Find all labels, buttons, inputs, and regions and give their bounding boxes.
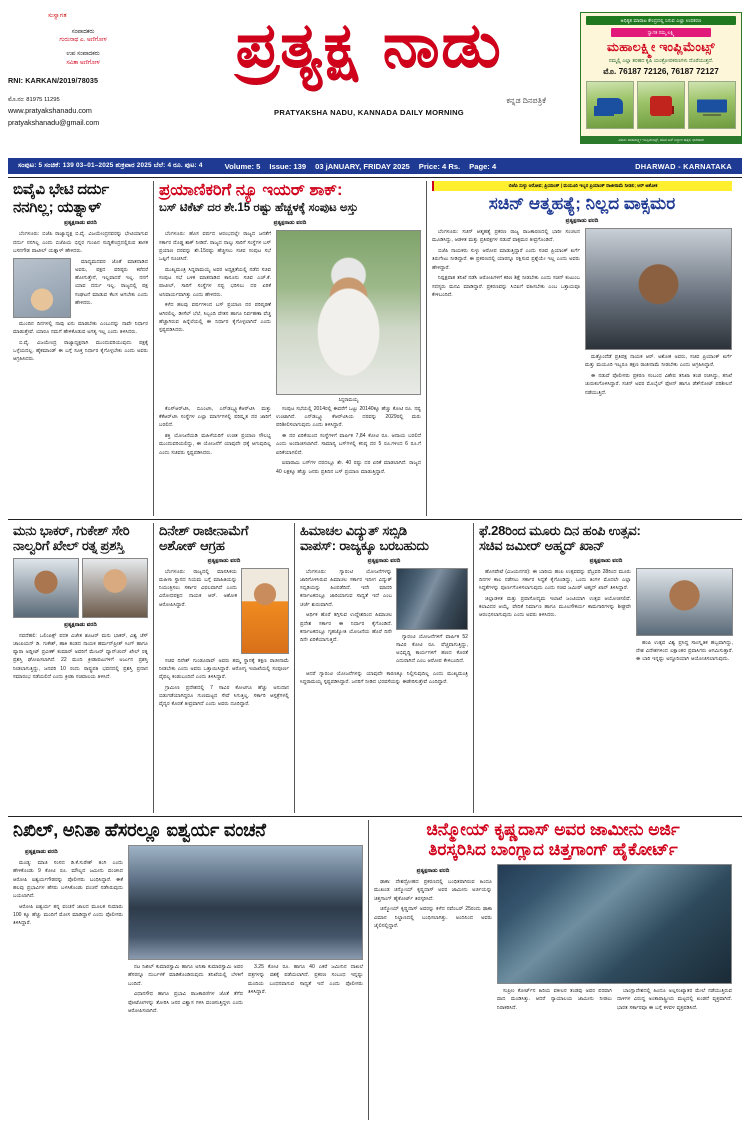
hampi-col-1 bbox=[479, 568, 631, 666]
nikhil-col-3-text bbox=[248, 963, 363, 1018]
masthead-left-info bbox=[8, 6, 158, 129]
photo-zameer-ahmed bbox=[636, 568, 733, 636]
subtitle-english: PRATYAKSHA NADU, KANNADA DAILY MORNING bbox=[274, 108, 464, 117]
busfare-para-1: ಬೆಂಗಳೂರು: ಹೊಸ ವರ್ಷದ ಆರಂಭದಲ್ಲೇ ರಾಜ್ಯದ ಜನತೆಗೆ ಸರ್ಕಾರ ದೊಡ್ಡ ಶಾಕ್ ನೀಡಿದೆ. ರಾಜ್ಯದ ನಾಲ್ಕು ಸಾರಿಗೆ ಸಂಸ್ಥೆಗಳ ಬಸ್ ಪ್ರಯಾಣ ದರವನ್ನು ಶೇ.15ರಷ್ಟು ಹೆಚ್ಚಿಸಲು ಸಚಿವ ಸಂಪುಟ ಸಭೆ ಒಪ್ಪಿಗೆ ಸೂಚಿಸಿದೆ. bbox=[159, 231, 271, 263]
chinmoy-col-1-text bbox=[374, 878, 492, 930]
column-busfare bbox=[154, 181, 426, 516]
busfare-col-1 bbox=[159, 230, 271, 402]
headline-busfare: ಪ್ರಯಾಣಿಕರಿಗೆ ನ್ಯೂ ಇಯರ್ ಶಾಕ್: bbox=[159, 181, 343, 199]
photo-gukesh bbox=[13, 558, 79, 618]
headline-hampi-line2: ಸಚಿವ ಜಮೀರ್ ಅಹ್ಮದ್ ಖಾನ್ bbox=[479, 538, 605, 554]
headline-hampi bbox=[479, 523, 733, 554]
sachin-para-4: ನಿಷ್ಪಕ್ಷಪಾತ ತನಿಖೆ ನಡೆಸಿ ಆರೋಪಿಗಳಿಗೆ ಕಠಿಣ ಶಿಕ್ಷೆ ನೀಡಬೇಕು ಎಂದು ಸಚಿನ್ ಕುಟುಂಬ ಸದಸ್ಯರು ಮನವಿ ಮಾಡಿದ್ದಾರೆ. ಪ್ರಕರಣವನ್ನು ಸಿಬಿಐಗೆ ವಹಿಸಬೇಕು ಎಂಬ ಒತ್ತಾಯವೂ ಕೇಳಿಬಂದಿದೆ. bbox=[432, 275, 580, 298]
himachal-col-2 bbox=[396, 568, 468, 669]
dinesh-para-3: ಗ್ರಾಮೀಣ ಪ್ರದೇಶದಲ್ಲಿ 7 ಸಾವಿರ ಕೋಟಿಗೂ ಹೆಚ್ಚು ಅನುದಾನ ಬಿಡುಗಡೆಯಾಗಿದ್ದರೂ ಗುಣಮಟ್ಟದ ಸೇವೆ ಸಿಗುತ್ತಿಲ್ಲ. ಸರ್ಕಾರಿ ಆಸ್ಪತ್ರೆಗಳಲ್ಲಿ ವೈದ್ಯರ ಕೊರತೆ ತೀವ್ರವಾಗಿದೆ ಎಂದು ಅವರು ದೂರಿದ್ದಾರೆ. bbox=[159, 684, 289, 708]
sachin-para-3: ಮತ್ತೊಂದೆಡೆ ಪ್ರತಿಪಕ್ಷ ನಾಯಕ ಆರ್. ಅಶೋಕ ಅವರು, ಸಚಿವ ಪ್ರಿಯಾಂಕ್ ಖರ್ಗೆ ಮತ್ತು ಮಯೂರಿ ಇಬ್ಬರೂ ತಕ್ಷಣ ರಾಜೀನಾಮೆ ನೀಡಬೇಕು ಎಂದು ಆಗ್ರಹಿಸಿದ್ದಾರೆ. bbox=[585, 354, 732, 369]
ad-green-banner: ಅಧಿಕೃತ ಮಾರಾಟ ಕೇಂದ್ರದಲ್ಲಿ ಸಿಗುವ ಎಲ್ಲಾ ಉಪಕರಣ bbox=[586, 16, 736, 25]
photo-yatnal bbox=[13, 258, 71, 318]
ad-address-footer: ವಿಳಾಸ: ಮಹಾಲಕ್ಷ್ಮೀ ಇಂಪ್ಲಿಮೆಂಟ್ಸ್, ಹೊಸ ಬಸ್ ನಿಲ್ದಾಣ ಹತ್ತಿರ, ಧಾರವಾಡ bbox=[581, 136, 741, 143]
headline-khelratna-line1: ಮನು ಭಾಕರ್, ಗುಕೇಶ್ ಸೇರಿ bbox=[13, 523, 130, 538]
chinmoy-para-4: ಚಿನ್ಮೋಯ್ ಕೃಷ್ಣದಾಸ್ ಅವರನ್ನು ಕಳೆದ ನವೆಂಬರ್ 25ರಂದು ಢಾಕಾ ವಿಮಾನ ನಿಲ್ದಾಣದಲ್ಲಿ ಬಂಧಿಸಲಾಗಿತ್ತು. ಅಂದಿನಿಂದ ಅವರು ಜೈಲಿನಲ್ಲಿದ್ದಾರೆ. bbox=[374, 906, 492, 929]
chinmoy-para-1: ಢಾಕಾ: ದೇಶದ್ರೋಹದ ಪ್ರಕರಣದಲ್ಲಿ ಬಂಧಿತರಾಗಿರುವ ಹಿಂದೂ ಮುಖಂಡ ಚಿನ್ಮೋಯ್ ಕೃಷ್ಣದಾಸ್ ಅವರ ಜಾಮೀನು ಅರ್ಜಿಯನ್ನು ಚಿತ್ತಗಾಂಗ್ ಹೈಕೋರ್ಟ್ ತಿರಸ್ಕರಿಸಿದೆ. bbox=[374, 879, 492, 902]
himachal-para-4: ಆದರೆ ಗ್ಯಾರಂಟಿ ಯೋಜನೆಗಳನ್ನು ಯಾವುದೇ ಕಾರಣಕ್ಕೂ ನಿಲ್ಲಿಸುವುದಿಲ್ಲ ಎಂದು ಮುಖ್ಯಮಂತ್ರಿ ಸಿದ್ದರಾಮಯ್ಯ ಸ್ಪಷ್ಟಪಡಿಸಿದ್ದಾರೆ. ಜನರಿಗೆ ನೀಡಿದ ಭರವಸೆಯನ್ನು ಈಡೇರಿಸುತ್ತೇವೆ ಎಂದಿದ್ದಾರೆ. bbox=[300, 671, 468, 686]
publication-date: 03 jANUARY, FRIDAY 2025 bbox=[315, 161, 410, 171]
volume-info-bar bbox=[8, 158, 742, 174]
headline-nikhil: ನಿಖಿಲ್, ಅನಿತಾ ಹೆಸರಲ್ಲೂ ಐಶ್ವರ್ಯ ವಂಚನೆ bbox=[13, 820, 266, 840]
khelratna-para-1: ನವದೆಹಲಿ: ಒಲಿಂಪಿಕ್ಸ್ ಪದಕ ವಿಜೇತ ಶೂಟರ್ ಮನು ಭಾಕರ್, ವಿಶ್ವ ಚೆಸ್ ಚಾಂಪಿಯನ್ ಡಿ. ಗುಕೇಶ್, ಹಾಕಿ ತಂಡದ ನಾಯಕ ಹರ್ಮನ್‌ಪ್ರೀತ್ ಸಿಂಗ್ ಹಾಗೂ ಪ್ಯಾರಾ ಅಥ್ಲೀಟ್ ಪ್ರವೀಣ್ ಕುಮಾರ್ ಅವರಿಗೆ ಮೇಜರ್ ಧ್ಯಾನ್‌ಚಂದ್ ಖೇಲ್ ರತ್ನ ಪ್ರಶಸ್ತಿ ಘೋಷಿಸಲಾಗಿದೆ. 22 ಮಂದಿ ಕ್ರೀಡಾಪಟುಗಳಿಗೆ ಅರ್ಜುನ ಪ್ರಶಸ್ತಿ ನೀಡಲಾಗುತ್ತಿದ್ದು, ಜನವರಿ 10 ರಂದು ರಾಷ್ಟ್ರಪತಿ ಭವನದಲ್ಲಿ ಪ್ರಶಸ್ತಿ ಪ್ರದಾನ ಸಮಾರಂಭ ನಡೆಯಲಿದೆ ಎಂದು ಕ್ರೀಡಾ ಸಚಿವಾಲಯ ತಿಳಿಸಿದೆ. bbox=[13, 632, 148, 680]
headline-yatnal-line2: ನನಗಿಲ್ಲ; ಯತ್ನಾಳ್ bbox=[13, 198, 102, 216]
busfare-para-4: ಕೆಎಸ್‌ಆರ್‌ಟಿಸಿ, ಬಿಎಂಟಿಸಿ, ಎನ್‌ಡಬ್ಲ್ಯೂಕೆಆರ್‌ಟಿಸಿ ಮತ್ತು ಕೆಕೆಆರ್‌ಟಿಸಿ ಸಂಸ್ಥೆಗಳ ಎಲ್ಲಾ ಮಾರ್ಗಗಳಲ್ಲಿ ಪರಿಷ್ಕೃತ ದರ ಜಾರಿಗೆ ಬರಲಿದೆ. bbox=[159, 405, 271, 429]
masthead-title-block bbox=[158, 6, 580, 117]
volume-bar-kannada: ಸಂಪುಟ: 5 ಸಂಚಿಕೆ: 139 03–01–2025 ಶುಕ್ರವಾರ 2025 ಬೆಲೆ: 4 ರೂ. ಪುಟ: 4 bbox=[18, 162, 203, 169]
sachin-para-5: ಈ ನಡುವೆ ಪೊಲೀಸರು ಪ್ರಕರಣ ಸಂಬಂಧ ವಿಶೇಷ ತನಿಖಾ ತಂಡ ರಚಿಸಿದ್ದು, ತನಿಖೆ ಚುರುಕುಗೊಳಿಸಿದ್ದಾರೆ. ಸಚಿನ್ ಅವರ ಮೊಬೈಲ್ ಫೋನ್ ಹಾಗೂ ಡೆತ್‌ನೋಟ್ ಪರಿಶೀಲನೆ ನಡೆಯುತ್ತಿದೆ. bbox=[585, 373, 732, 396]
banner-sachin: ಬಿಜೆಪಿ ಸುಳ್ಳು ಆರೋಪ; ಪ್ರಿಯಾಂಕ್ | ಮಯೂರಿ ಇಬ್ಬರ ಪ್ರಿಯಾಂಕ್ ರಾಜೀನಾಮೆ ನೀಡಲಿ; ಆರ್ ಅಶೋಕ bbox=[432, 181, 732, 191]
masthead-editor-block bbox=[8, 28, 158, 68]
issue-number: Issue: 139 bbox=[269, 161, 307, 171]
byline-dinesh: ಪ್ರತ್ಯಕ್ಷನಾಡು ವರದಿ bbox=[207, 557, 241, 564]
busfare-para-2: ಮುಖ್ಯಮಂತ್ರಿ ಸಿದ್ದರಾಮಯ್ಯ ಅವರ ಅಧ್ಯಕ್ಷತೆಯಲ್ಲಿ ನಡೆದ ಸಚಿವ ಸಂಪುಟ ಸಭೆ ಬಳಿಕ ಮಾತನಾಡಿದ ಕಾನೂನು ಸಚಿವ ಎಚ್.ಕೆ. ಪಾಟೀಲ್, ಸಾರಿಗೆ ಸಂಸ್ಥೆಗಳ ನಷ್ಟ ಭರಿಸಲು ದರ ಏರಿಕೆ ಅನಿವಾರ್ಯವಾಗಿತ್ತು ಎಂದು ಹೇಳಿದರು. bbox=[159, 266, 271, 298]
himachal-col-1 bbox=[300, 568, 392, 669]
ad-photo-trailer bbox=[688, 81, 736, 129]
byline-hampi: ಪ್ರತ್ಯಕ್ಷನಾಡು ವರದಿ bbox=[589, 557, 623, 564]
ad-tagline: ನಮ್ಮಲ್ಲಿ ಎಲ್ಲಾ ತರಹದ ಕೃಷಿ ಯಂತ್ರೋಪಕರಣಗಳು ದೊರೆಯುತ್ತದೆ. bbox=[608, 57, 714, 64]
byline-nikhil: ಪ್ರತ್ಯಕ್ಷನಾಡು ವರದಿ bbox=[25, 849, 58, 856]
headline-yatnal bbox=[13, 181, 148, 216]
column-himachal bbox=[295, 523, 473, 813]
photo-siddaramaiah bbox=[276, 230, 421, 395]
sub-editor-label: ಉಪ ಸಂಪಾದಕರು bbox=[66, 51, 100, 58]
headline-dinesh: ದಿನೇಶ್ ರಾಜೀನಾಮೆಗೆ ಅಶೋಕ್ ಆಗ್ರಹ bbox=[159, 523, 249, 554]
yatnal-para-2: ಮಾಧ್ಯಮದವರ ಜೊತೆ ಮಾತನಾಡಿದ ಅವರು, ಪಕ್ಷದ ವರಿಷ್ಠರು ಕರೆದರೆ ಹೋಗುತ್ತೇನೆ, ಇಲ್ಲವಾದರೆ ಇಲ್ಲ. ನನಗೆ ಯಾವ ದರ್ದು ಇಲ್ಲ. ರಾಜ್ಯದಲ್ಲಿ ಪಕ್ಷ ಸಂಘಟನೆ ಮಾಡುವ ಕೆಲಸ ಆಗಬೇಕು ಎಂದು ಹೇಳಿದರು. bbox=[75, 258, 148, 306]
himachal-col-2-text bbox=[396, 633, 468, 666]
hampi-col-2 bbox=[636, 568, 733, 666]
bodytext-yatnal bbox=[13, 230, 148, 255]
hampi-para-3: ಜಿಲ್ಲಾಡಳಿತ ಮತ್ತು ಪ್ರವಾಸೋದ್ಯಮ ಇಲಾಖೆ ಜಂಟಿಯಾಗಿ ಉತ್ಸವ ಆಯೋಜಿಸಲಿವೆ. ಕಲಾವಿದರ ಆಯ್ಕೆ, ವೇದಿಕೆ ನಿರ್ಮಾಣ ಹಾಗೂ ಮೂಲಸೌಕರ್ಯ ಕಾಮಗಾರಿಗಳನ್ನು ಶೀಘ್ರವೇ ಆರಂಭಿಸಲಾಗುವುದು ಎಂದು ಅವರು ತಿಳಿಸಿದರು. bbox=[479, 595, 631, 619]
sachin-col-2 bbox=[585, 228, 732, 399]
ad-phone-numbers: ಮೊ. 76187 72126, 76187 72127 bbox=[603, 66, 719, 76]
photo-ashok bbox=[241, 568, 289, 654]
headline-himachal bbox=[300, 523, 468, 554]
top-section bbox=[8, 181, 742, 516]
byline-sachin: ಪ್ರತ್ಯಕ್ಷನಾಡು ವರದಿ bbox=[565, 218, 599, 225]
yatnal-para-1: ಬೆಂಗಳೂರು: ಬಿಜೆಪಿ ರಾಜ್ಯಾಧ್ಯಕ್ಷ ಬಿ.ವೈ. ವಿಜಯೇಂದ್ರನವರನ್ನು ಭೇಟಿಯಾಗುವ ದರ್ದು ನನಗಿಲ್ಲ ಎಂದು ಬಿಜೆಪಿಯ ಭಿನ್ನರ ಗುಂಪಿನ ಸುದ್ದಿಕೇಂದ್ರದಲ್ಲಿರುವ ಶಾಸಕ ಬಸನಗೌಡ ಪಾಟೀಲ್ ಯತ್ನಾಳ್ ಹೇಳಿದರು. bbox=[13, 231, 148, 254]
ad-photo-rotavator bbox=[637, 81, 685, 129]
publication-place: DHARWAD - KARNATAKA bbox=[635, 161, 732, 171]
column-dinesh bbox=[154, 523, 294, 813]
website-url[interactable]: www.pratyakshanadu.com bbox=[8, 106, 92, 116]
headline-himachal-line1: ಹಿಮಾಚಲ ವಿದ್ಯುತ್ ಸಬ್ಸಿಡಿ bbox=[300, 523, 407, 538]
masthead-contact bbox=[8, 96, 158, 129]
headline-chinmoy-line2: ತಿರಸ್ಕರಿಸಿದ ಬಾಂಗ್ಲಾದ ಚಿತ್ತಗಾಂಗ್ ಹೈಕೋರ್ಟ್ bbox=[428, 840, 678, 860]
photo-priyank-kharge bbox=[585, 228, 732, 350]
nikhil-para-5: 3.25 ಕೋಟಿ ರೂ. ಹಾಗೂ 40 ಎಕರೆ ಜಮೀನಿನ ದಾಖಲೆ ಪತ್ರಗಳನ್ನು ವಶಕ್ಕೆ ಪಡೆಯಲಾಗಿದೆ. ಪ್ರಕರಣ ಸಂಬಂಧ ಇನ್ನಷ್ಟು ಮಂದಿಯ ಬಂಧನವಾಗುವ ಸಾಧ್ಯತೆ ಇದೆ ಎಂದು ಪೊಲೀಸರು ತಿಳಿಸಿದ್ದಾರೆ. bbox=[248, 964, 363, 995]
editor-name: ಗುರುನಾಥ ಎ. ಅಣಿಗೋಳ bbox=[59, 37, 107, 44]
busfare-para-6: ಸಂಪುಟ ಸಭೆಯಲ್ಲಿ 2014ರಲ್ಲಿ ಈವರೆಗೆ ಒಟ್ಟು 20140ಕ್ಕೂ ಹೆಚ್ಚು ಕೋಟಿ ರೂ. ನಷ್ಟ ಉಂಟಾಗಿದೆ. ಎನ್‌ಡಬ್ಲ್ಯೂ ಕೆಆರ್‌ಟಿಸಿಯ ದರವನ್ನು 2029ರಲ್ಲಿ ಮರು ಪರಿಶೀಲಿಸಲಾಗುವುದು ಎಂದು ತಿಳಿಸಿದ್ದಾರೆ. bbox=[276, 405, 421, 429]
himachal-para-2: ಆರ್ಥಿಕ ಹೊರೆ ತಗ್ಗಿಸುವ ಉದ್ದೇಶದಿಂದ ಹಿಮಾಚಲ ಪ್ರದೇಶ ಸರ್ಕಾರ ಈ ನಿರ್ಧಾರ ಕೈಗೊಂಡಿದೆ. ಕರ್ನಾಟಕದಲ್ಲೂ ಗೃಹಜ್ಯೋತಿ ಯೋಜನೆಯ ಹೊರೆ ದಿನೇ ದಿನೇ ಏರಿಕೆಯಾಗುತ್ತಿದೆ. bbox=[300, 612, 392, 644]
masthead-advertisement[interactable] bbox=[580, 12, 742, 144]
busfare-para-7: ಈ ದರ ಏರಿಕೆಯಿಂದ ಸಂಸ್ಥೆಗಳಿಗೆ ವಾರ್ಷಿಕ 7,84 ಕೋಟಿ ರೂ. ಆದಾಯ ಬರಲಿದೆ ಎಂದು ಅಂದಾಜಿಸಲಾಗಿದೆ. ಸಾಮಾನ್ಯ ಬಸ್‌ಗಳಲ್ಲಿ ಕನಿಷ್ಠ ದರ 5 ರೂ.ಗಳಿಂದ 6 ರೂ.ಗೆ ಏರಿಕೆಯಾಗಲಿದೆ. bbox=[276, 433, 421, 456]
photo-manu-bhaker bbox=[82, 558, 148, 618]
chinmoy-col-2-text bbox=[497, 987, 612, 1014]
phone-number: ಮೊ.ನಂ: 81975 11295 bbox=[8, 96, 60, 103]
nikhil-para-1: ಮಂಡ್ಯ: ಮಾಜಿ ಸಂಸದ ಡಿ.ಕೆ.ಸುರೇಶ್ ತಂಗಿ ಎಂದು ಹೇಳಿಕೊಂಡು 9 ಕೋಟಿ ರೂ. ಮೌಲ್ಯದ ಜಮೀನು ವಂಚಿಸಿದ ಆರೋಪಿ ಐಶ್ವರ್ಯಗೌಡರನ್ನು ಪೊಲೀಸರು ಬಂಧಿಸಿದ್ದಾರೆ. ಈಕೆ ಹಲವು ಪ್ರಭಾವಿಗಳ ಹೆಸರು ಬಳಸಿಕೊಂಡು ವಂಚನೆ ನಡೆಸಿರುವುದು ಬಯಲಾಗಿದೆ. bbox=[13, 860, 123, 900]
column-hampi bbox=[474, 523, 738, 813]
nikhil-para-4: ವಿಧಾನಸೌಧ ಹಾಗೂ ಪ್ರಭಾವಿ ರಾಜಕಾರಣಿಗಳ ಜೊತೆ ತೆಗೆದ ಫೋಟೋಗಳನ್ನು ತೋರಿಸಿ ಜನರ ವಿಶ್ವಾಸ ಗಳಿಸಿ ವಂಚಿಸುತ್ತಿದ್ದಳು ಎಂದು ಆರೋಪಿಸಲಾಗಿದೆ. bbox=[128, 991, 243, 1014]
chinmoy-col-3-text bbox=[617, 987, 732, 1014]
photo-chinmoy-police-custody bbox=[497, 864, 732, 984]
byline-chinmoy: ಪ್ರತ್ಯಕ್ಷನಾಡು ವರದಿ bbox=[416, 868, 450, 875]
photo-himachal-leaders bbox=[396, 568, 468, 630]
sachin-col-1 bbox=[432, 228, 580, 399]
masthead bbox=[8, 6, 742, 154]
byline-khelratna: ಪ್ರತ್ಯಕ್ಷನಾಡು ವರದಿ bbox=[64, 621, 97, 628]
photo-aishwarya-arrest bbox=[128, 845, 363, 960]
himachal-col-3 bbox=[300, 670, 468, 687]
busfare-col-1-cont bbox=[159, 405, 271, 479]
nikhil-para-3: ಆರೋಪಿ ಐಶ್ವರ್ಯ ತನ್ನ ವಂಚನೆ ಜಾಲದ ಮೂಲಕ ಸುಮಾರು 100 ಕ್ಕೂ ಹೆಚ್ಚು ಮಂದಿಗೆ ಮೋಸ ಮಾಡಿದ್ದಾಳೆ ಎಂದು ಪೊಲೀಸರು ತಿಳಿಸಿದ್ದಾರೆ. bbox=[13, 903, 123, 927]
headline-khelratna-line2: ನಾಲ್ವರಿಗೆ ಖೇಲ್ ರತ್ನ ಪ್ರಶಸ್ತಿ bbox=[13, 538, 124, 554]
headline-khelratna bbox=[13, 523, 148, 554]
newspaper-title: ಪ್ರತ್ಯಕ್ಷ ನಾಡು bbox=[235, 8, 503, 81]
nikhil-col-2-text bbox=[128, 963, 243, 1018]
rni-number: RNI: KARKAN/2019/78035 bbox=[8, 76, 99, 86]
email-address[interactable]: pratyakshanadu@gmail.com bbox=[8, 117, 100, 127]
editor-label: ಸಂಪಾದಕರು bbox=[71, 28, 95, 35]
bottom-section bbox=[8, 820, 742, 1120]
chinmoy-col-1 bbox=[374, 864, 492, 1014]
middle-section bbox=[8, 523, 742, 813]
masthead-bullet: ಸುಸ್ವಾಗತ bbox=[48, 13, 67, 19]
sachin-para-2: ಬಿಜೆಪಿ ನಾಯಕರು ಸುಳ್ಳು ಆರೋಪ ಮಾಡುತ್ತಿದ್ದಾರೆ ಎಂದು ಸಚಿವ ಪ್ರಿಯಾಂಕ್ ಖರ್ಗೆ ತಿರುಗೇಟು ನೀಡಿದ್ದಾರೆ. ಈ ಪ್ರಕರಣದಲ್ಲಿ ಯಾರನ್ನೂ ರಕ್ಷಿಸುವ ಪ್ರಶ್ನೆಯೇ ಇಲ್ಲ ಎಂದು ಅವರು ಹೇಳಿದ್ದಾರೆ. bbox=[432, 248, 580, 271]
ad-product-photos bbox=[581, 77, 741, 129]
yatnal-para-3: ಮುಂದಿನ ದಿನಗಳಲ್ಲಿ ನಾವು ಏನು ಮಾಡಬೇಕು ಎಂಬುದನ್ನು ನಾವೇ ನಿರ್ಧಾರ ಮಾಡುತ್ತೇವೆ. ಯಾರೂ ನಮಗೆ ಹೇಳಿಕೊಡುವ ಅಗತ್ಯ ಇಲ್ಲ ಎಂದು ತಿಳಿಸಿದರು. bbox=[13, 320, 148, 335]
chinmoy-para-2: ಸುಪ್ರೀಂ ಕೋರ್ಟ್‌ನ ಹಿರಿಯ ವಕೀಲರ ತಂಡವು ಅವರ ಪರವಾಗಿ ವಾದ ಮಂಡಿಸಿತ್ತು. ಆದರೆ ನ್ಯಾಯಾಲಯ ಜಾಮೀನು ನೀಡಲು ನಿರಾಕರಿಸಿದೆ. bbox=[497, 988, 612, 1011]
chinmoy-col-2 bbox=[497, 864, 732, 1014]
chinmoy-para-3: ಬಾಂಗ್ಲಾದೇಶದಲ್ಲಿ ಹಿಂದೂ ಅಲ್ಪಸಂಖ್ಯಾತರ ಮೇಲೆ ನಡೆಯುತ್ತಿರುವ ದಾಳಿಗಳ ವಿರುದ್ಧ ಅಂತಾರಾಷ್ಟ್ರೀಯ ಮಟ್ಟದಲ್ಲಿ ಖಂಡನೆ ವ್ಯಕ್ತವಾಗಿದೆ. ಭಾರತ ಸರ್ಕಾರವೂ ಈ ಬಗ್ಗೆ ಕಳವಳ ವ್ಯಕ್ತಪಡಿಸಿದೆ. bbox=[617, 988, 732, 1011]
bodytext-yatnal-cont bbox=[13, 320, 148, 364]
nikhil-col-1-text bbox=[13, 859, 123, 928]
headline-yatnal-line1: ಬಿವೈವಿ ಭೇಟಿ ದರ್ದು bbox=[13, 181, 109, 198]
page-count: Page: 4 bbox=[469, 161, 497, 171]
dinesh-para-1: ಬೆಂಗಳೂರು: ರಾಜ್ಯದಲ್ಲಿ ಮಾನಸಿಕಯ ಮಹಿಳಾ ಸ್ಥಾನದ ನಿಯಮ ಬಗ್ಗೆ ಮಾಹಿತಿಯನ್ನು ನಿಯಂತ್ರಿಸಲು ಸರ್ಕಾರ ವಿಫಲವಾಗಿದೆ ಎಂದು ವಿರೋಧಪಕ್ಷದ ನಾಯಕ ಆರ್. ಅಶೋಕ ಆರೋಪಿಸಿದ್ದಾರೆ. bbox=[159, 568, 237, 608]
ad-company-name: ಮಹಾಲಕ್ಷ್ಮೀ ಇಂಪ್ಲಿಮೆಂಟ್ಸ್ bbox=[607, 39, 715, 54]
hampi-para-2: ಹಂಪಿ ಉತ್ಸವ ವಿಶ್ವ ಪ್ರಸಿದ್ಧ ಸಾಂಸ್ಕೃತಿಕ ಹಬ್ಬವಾಗಿದ್ದು, ದೇಶ ವಿದೇಶಗಳಿಂದ ಲಕ್ಷಾಂತರ ಪ್ರವಾಸಿಗರು ಆಗಮಿಸುತ್ತಾರೆ. ಈ ಬಾರಿ ಇನ್ನಷ್ಟು ಅದ್ಧೂರಿಯಾಗಿ ಆಯೋಜಿಸಲಾಗುವುದು. bbox=[636, 639, 733, 663]
subheadline-busfare: ಬಸ್ ಟಿಕೆಟ್ ದರ ಶೇ.15 ರಷ್ಟು ಹೆಚ್ಚಳಕ್ಕೆ ಸಂಪುಟ ಅಸ್ತು bbox=[159, 202, 359, 215]
column-chinmoy bbox=[369, 820, 737, 1120]
headline-hampi-line1: ಫೆ.28ರಿಂದ ಮೂರು ದಿನ ಹಂಪಿ ಉತ್ಸವ: bbox=[479, 523, 641, 538]
busfare-col-3 bbox=[276, 405, 421, 479]
busfare-para-3: ಕಳೆದ ಹಲವು ವರ್ಷಗಳಿಂದ ಬಸ್ ಪ್ರಯಾಣ ದರ ಪರಿಷ್ಕರಣೆ ಆಗಿರಲಿಲ್ಲ. ಡೀಸೆಲ್ ಬೆಲೆ, ಸಿಬ್ಬಂದಿ ವೇತನ ಹಾಗೂ ನಿರ್ವಹಣಾ ವೆಚ್ಚ ಹೆಚ್ಚಾಗಿರುವ ಹಿನ್ನೆಲೆಯಲ್ಲಿ ಈ ನಿರ್ಧಾರ ಕೈಗೊಳ್ಳಲಾಗಿದೆ ಎಂದು ಸ್ಪಷ್ಟಪಡಿಸಿದರು. bbox=[159, 302, 271, 334]
column-khelratna bbox=[8, 523, 153, 813]
volume-number: Volume: 5 bbox=[224, 161, 261, 171]
dinesh-col-1 bbox=[159, 568, 237, 654]
bodytext-khelratna bbox=[13, 632, 148, 682]
yatnal-side-text bbox=[75, 258, 148, 318]
himachal-para-1: ಬೆಂಗಳೂರು: ಗ್ಯಾರಂಟಿ ಯೋಜನೆಗಳನ್ನು ಜಾರಿಗೊಳಿಸಿರುವ ಹಿಮಾಚಲ ಸರ್ಕಾರ ಇದೀಗ ವಿದ್ಯುತ್ ಸಬ್ಸಿಡಿಯನ್ನು ಹಿಂಪಡೆದಿದೆ. ಇದೇ ಮಾದರಿ ಕರ್ನಾಟಕದಲ್ಲೂ ಜಾರಿಯಾಗುವ ಸಾಧ್ಯತೆ ಇದೆ ಎಂಬ ಚರ್ಚೆ ಶುರುವಾಗಿದೆ. bbox=[300, 568, 392, 608]
nikhil-col-1 bbox=[13, 845, 123, 1018]
headline-himachal-line2: ವಾಪಸ್: ರಾಜ್ಯಕ್ಕೂ ಬರಬಹುದು bbox=[300, 538, 429, 554]
yatnal-para-4: ಬಿ.ವೈ. ವಿಜಯೇಂದ್ರ ರಾಜ್ಯಾಧ್ಯಕ್ಷರಾಗಿ ಮುಂದುವರಿಯುವುದು ಪಕ್ಷಕ್ಕೆ ಒಳ್ಳೆಯದಲ್ಲ. ಹೈಕಮಾಂಡ್ ಈ ಬಗ್ಗೆ ಸೂಕ್ತ ನಿರ್ಧಾರ ಕೈಗೊಳ್ಳಬೇಕು ಎಂದು ಅವರು ಆಗ್ರಹಿಸಿದರು. bbox=[13, 339, 148, 363]
byline-yatnal: ಪ್ರತ್ಯಕ್ಷನಾಡು ವರದಿ bbox=[64, 220, 97, 227]
dinesh-para-2: ಸಚಿವ ದಿನೇಶ್ ಗುಂಡೂರಾವ್ ಅವರು ತಮ್ಮ ಸ್ಥಾನಕ್ಕೆ ತಕ್ಷಣ ರಾಜೀನಾಮೆ ನೀಡಬೇಕು ಎಂದು ಅವರು ಒತ್ತಾಯಿಸಿದ್ದಾರೆ. ಆರೋಗ್ಯ ಇಲಾಖೆಯಲ್ಲಿ ಸಂಪೂರ್ಣ ವೈಫಲ್ಯ ಕಂಡುಬಂದಿದೆ ಎಂದು ತಿಳಿಸಿದ್ದಾರೆ. bbox=[159, 657, 289, 681]
dinesh-col-2 bbox=[159, 657, 289, 709]
hampi-col-2-text bbox=[636, 639, 733, 664]
sachin-para-1: ಬೆಂಗಳೂರು: ಸಚಿನ್ ಆತ್ಮಹತ್ಯೆ ಪ್ರಕರಣ ರಾಜ್ಯ ರಾಜಕಾರಣದಲ್ಲಿ ಭಾರೀ ಸಂಚಲನ ಮೂಡಿಸಿದ್ದು, ಆಡಳಿತ ಮತ್ತು ಪ್ರತಿಪಕ್ಷಗಳ ನಡುವೆ ವಾಕ್ಸಮರ ತೀವ್ರಗೊಂಡಿದೆ. bbox=[432, 229, 580, 244]
nikhil-para-2: ನಟ ನಿಖಿಲ್ ಕುಮಾರಸ್ವಾಮಿ ಹಾಗೂ ಅನಿತಾ ಕುಮಾರಸ್ವಾಮಿ ಅವರ ಹೆಸರನ್ನೂ ದುರ್ಬಳಕೆ ಮಾಡಿಕೊಂಡಿರುವುದು ತನಿಖೆಯಲ್ಲಿ ಬೆಳಕಿಗೆ ಬಂದಿದೆ. bbox=[128, 964, 243, 987]
busfare-para-8: ಐಷಾರಾಮಿ ಬಸ್‌ಗಳ ದರದಲ್ಲೂ ಶೇ. 40 ರಷ್ಟು ದರ ಏರಿಕೆ ಮಾಡಲಾಗಿದೆ. ರಾಜ್ಯದ 40 ಲಕ್ಷಕ್ಕೂ ಹೆಚ್ಚು ಜನರು ಪ್ರತಿದಿನ ಬಸ್ ಪ್ರಯಾಣ ಮಾಡುತ್ತಿದ್ದಾರೆ. bbox=[276, 460, 421, 475]
column-nikhil bbox=[8, 820, 368, 1120]
nikhil-col-2 bbox=[128, 845, 363, 1018]
headline-sachin: ಸಚಿನ್ ಆತ್ಮಹತ್ಯೆ; ನಿಲ್ಲದ ವಾಕ್ಸಮರ bbox=[488, 193, 676, 213]
sachin-col-2-text bbox=[585, 353, 732, 397]
sub-editor-name: ಸವಿತಾ ಅಣಿಗೋಳ bbox=[66, 59, 100, 66]
column-yatnal bbox=[8, 181, 153, 516]
himachal-para-3: ಗ್ಯಾರಂಟಿ ಯೋಜನೆಗಳಿಗೆ ವಾರ್ಷಿಕ 52 ಸಾವಿರ ಕೋಟಿ ರೂ. ವೆಚ್ಚವಾಗುತ್ತಿದ್ದು, ಅಭಿವೃದ್ಧಿ ಕಾರ್ಯಗಳಿಗೆ ಹಣದ ಕೊರತೆ ಎದುರಾಗಿದೆ ಎಂಬ ಆರೋಪ ಕೇಳಿಬಂದಿದೆ. bbox=[396, 633, 468, 665]
busfare-col-2 bbox=[276, 230, 421, 402]
byline-busfare: ಪ್ರತ್ಯಕ್ಷನಾಡು ವರದಿ bbox=[273, 220, 307, 227]
caption-siddaramaiah: ಸಿದ್ದರಾಮಯ್ಯ bbox=[338, 396, 359, 402]
headline-chinmoy bbox=[374, 820, 732, 860]
price-label: Price: 4 Rs. bbox=[418, 161, 461, 171]
ad-photo-plough bbox=[586, 81, 634, 129]
headline-chinmoy-line1: ಚಿನ್ಮೋಯ್ ಕೃಷ್ಣದಾಸ್ ಅವರ ಜಾಮೀನು ಅರ್ಜಿ bbox=[426, 820, 680, 839]
hampi-para-1: ಹೊಸಪೇಟೆ (ವಿಜಯನಗರ): ಈ ಬಾರಿಯ ಹಂಪಿ ಉತ್ಸವವನ್ನು ಫೆಬ್ರವರಿ 28ರಿಂದ ಮೂರು ದಿನಗಳ ಕಾಲ ನಡೆಸಲು ಸರ್ಕಾರ ಸಿದ್ಧತೆ ಕೈಗೊಂಡಿದ್ದು, ಒಂದು ತಿಂಗಳ ಮೊದಲೇ ಎಲ್ಲಾ ಸಿದ್ಧತೆಗಳನ್ನು ಪೂರ್ಣಗೊಳಿಸಲಾಗುವುದು ಎಂದು ಸಚಿವ ಜಮೀರ್ ಅಹ್ಮದ್ ಖಾನ್ ತಿಳಿಸಿದ್ದಾರೆ. bbox=[479, 568, 631, 592]
column-sachin bbox=[427, 181, 737, 516]
ad-pink-ribbon: ಸ್ವಾಗತ ನಮ್ಮ ಲಕ್ಷ್ಮಿ bbox=[611, 28, 711, 37]
busfare-para-5: ಶಕ್ತಿ ಯೋಜನೆಯಡಿ ಮಹಿಳೆಯರಿಗೆ ಉಚಿತ ಪ್ರಯಾಣ ಸೌಲಭ್ಯ ಮುಂದುವರಿಯಲಿದ್ದು, ಈ ಯೋಜನೆಗೆ ಯಾವುದೇ ಧಕ್ಕೆ ಆಗುವುದಿಲ್ಲ ಎಂದು ಸಚಿವರು ಸ್ಪಷ್ಟಪಡಿಸಿದರು. bbox=[159, 433, 271, 456]
byline-himachal: ಪ್ರತ್ಯಕ್ಷನಾಡು ವರದಿ bbox=[367, 557, 401, 564]
subtitle-kannada: ಕನ್ನಡ ದಿನಪತ್ರಿಕೆ bbox=[506, 96, 546, 105]
